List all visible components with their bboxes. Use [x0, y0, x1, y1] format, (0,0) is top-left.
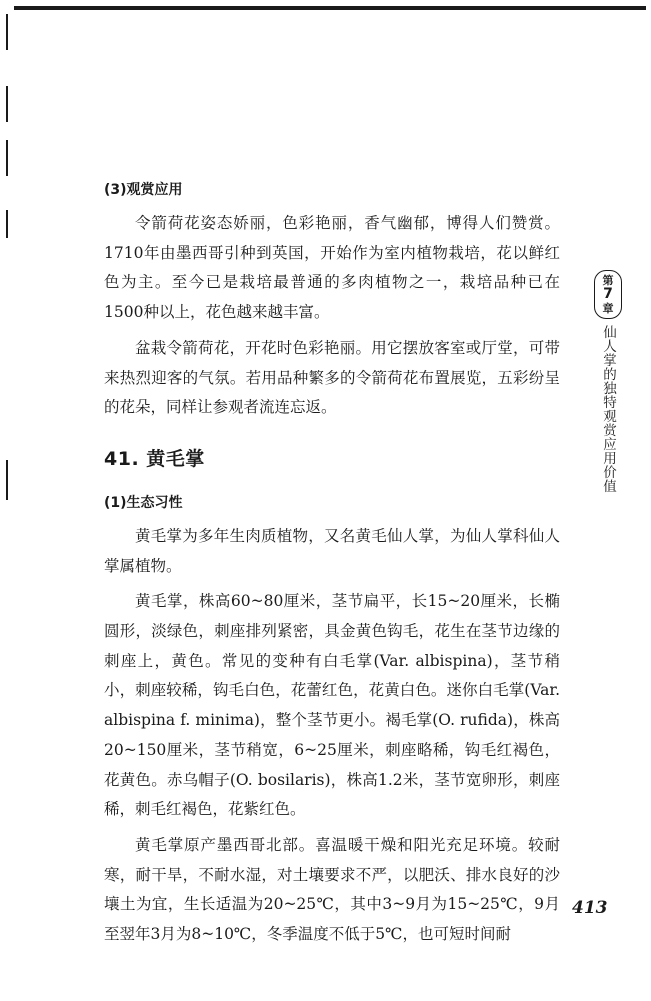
paragraph: 盆栽令箭荷花，开花时色彩艳丽。用它摆放客室或厅堂，可带来热烈迎客的气氛。若用品种繁多的令箭荷花布置展览，五彩纷呈的花朵，同样让参观者流连忘返。 — [104, 338, 560, 417]
section-heading-ecology: (1)生态习性 — [104, 494, 183, 511]
paragraph: 黄毛掌为多年生肉质植物，又名黄毛仙人掌，为仙人掌科仙人掌属植物。 — [104, 526, 560, 575]
page-number: 413 — [572, 898, 608, 918]
section-heading-ornamental-use: (3)观赏应用 — [104, 182, 183, 198]
chapter-badge-prefix: 第 — [602, 274, 614, 287]
chapter-badge-number: 7 — [603, 286, 613, 302]
chapter-41-title: 41. 黄毛掌 — [104, 447, 205, 470]
scan-edge-mark — [6, 460, 8, 500]
paragraph: 黄毛掌，株高60~80厘米，茎节扁平，长15~20厘米，长椭圆形，淡绿色，刺座排列紧密，具金黄色钩毛，花生在茎节边缘的刺座上，黄色。常见的变种有白毛掌(Var. albispina)，茎节稍小，刺座较稀，钩毛白色，花蕾红色，花黄白色。迷你白毛掌(Var. albispina f. minima)，整个茎节更小。褐毛掌(O. rufida)，株高20~150厘米，茎节稍宽，6~25厘米，刺座略稀，钩毛红褐色，花黄色。赤乌帽子(O. bosilaris)，株高1.2米，茎节宽卵形，刺座稀，刺毛红褐色，花紫红色。 — [104, 592, 560, 819]
scan-edge-mark — [6, 210, 8, 238]
scan-edge-mark — [6, 14, 8, 50]
scan-edge-mark — [6, 140, 8, 176]
paragraph: 黄毛掌原产墨西哥北部。喜温暖干燥和阳光充足环境。较耐寒，耐干旱，不耐水湿，对土壤要求不严，以肥沃、排水良好的沙壤土为宜，生长适温为20~25℃，其中3~9月为15~25℃，9月至翌年3月为8~10℃，冬季温度不低于5℃，也可短时间耐 — [104, 835, 560, 944]
paragraph: 令箭荷花姿态娇丽，色彩艳丽，香气幽郁，博得人们赞赏。1710年由墨西哥引种到英国，开始作为室内植物栽培，花以鲜红色为主。至今已是栽培最普通的多肉植物之一，栽培品种已在1500种以上，花色越来越丰富。 — [104, 214, 560, 322]
chapter-badge-suffix: 章 — [602, 302, 614, 315]
chapter-side-tab — [590, 270, 626, 497]
scan-edge-mark — [6, 86, 8, 122]
chapter-badge — [594, 270, 622, 319]
page-body — [104, 176, 560, 956]
header-rule — [14, 6, 646, 10]
chapter-running-title: 仙人掌的独特观赏应用价值 — [600, 325, 616, 493]
